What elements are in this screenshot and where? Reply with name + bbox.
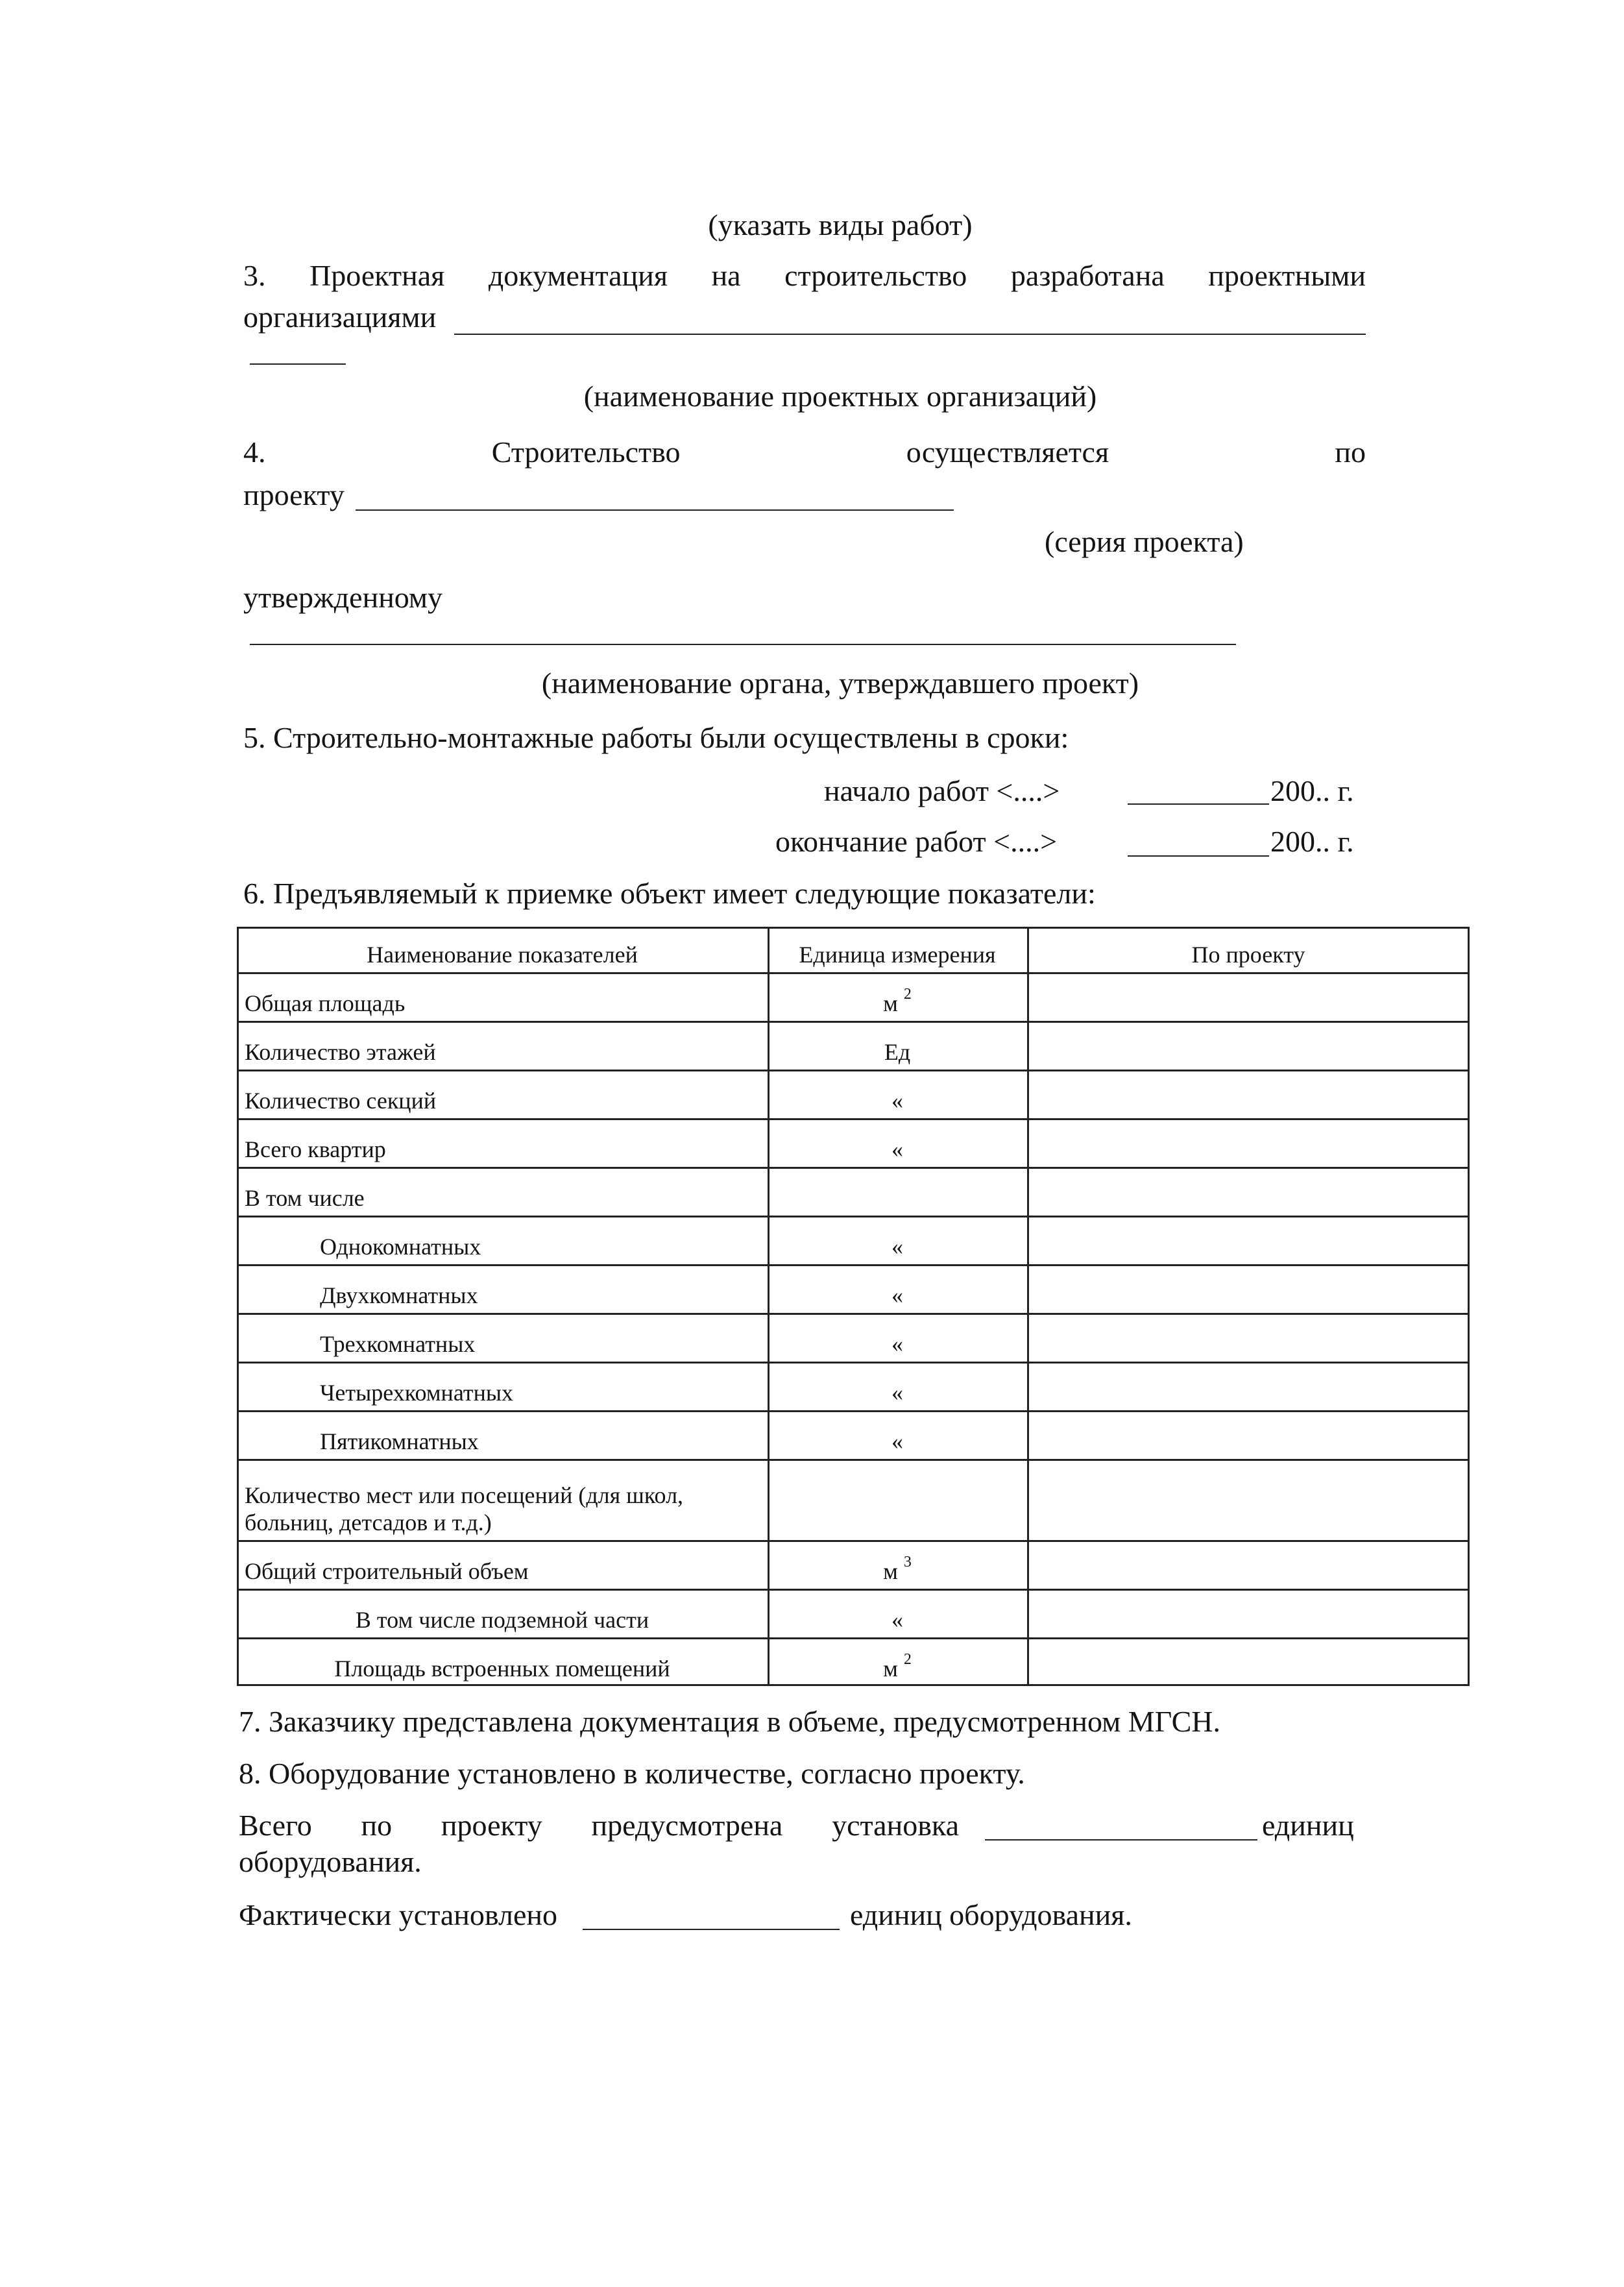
start-label: начало работ <....> [824,774,1060,807]
row-project [1027,1118,1470,1167]
row-project [1027,1216,1470,1264]
header-cell: По проекту [1191,941,1305,968]
row-unit [768,1459,1027,1540]
row-unit: « [891,1282,903,1308]
row-project [1027,1410,1470,1459]
p3-word: документация [488,259,668,292]
row-name: Общий строительный объем [245,1558,529,1584]
total-word: по [361,1809,393,1842]
p3-line2: организациями [243,300,437,334]
table-row [237,1264,1470,1313]
table-row [237,972,1470,1021]
caption-org: (наименование проектных организаций) [583,380,1097,413]
total-word: Всего [239,1809,312,1842]
row-project [1027,1313,1470,1362]
row-name: В том числе [245,1184,365,1211]
row-project [1027,1264,1470,1313]
p8-text: 8. Оборудование установлено в количестве, согласно проекту. [239,1757,1025,1790]
org-fill-line [454,334,1366,335]
table-row [237,1459,1470,1540]
row-unit: « [891,1428,903,1454]
table-row [237,1410,1470,1459]
table-row [237,1589,1470,1637]
end-date-line [1128,855,1269,857]
caption-works: (указать виды работ) [708,208,973,241]
start-date-line [1128,803,1269,805]
table-header-row [237,927,1470,972]
row-name: Двухкомнатных [320,1282,478,1308]
table-row [237,1637,1470,1686]
authority-fill-line [250,644,1236,645]
row-unit: м $^2$ [883,1650,912,1682]
total-word: проекту [441,1809,542,1842]
p4-word: Строительство [491,435,681,469]
table-row [237,1362,1470,1410]
row-unit: « [891,1136,903,1162]
row-project [1027,1070,1470,1118]
row-name: Трехкомнатных [320,1330,476,1357]
row-name: Всего квартир [245,1136,386,1162]
start-year: 200.. г. [1270,774,1354,807]
table-row [237,1216,1470,1264]
row-name: Количество секций [245,1087,437,1114]
p5-text: 5. Строительно-монтажные работы были осуществлены в сроки: [243,721,1069,754]
row-unit: « [891,1606,903,1633]
row-unit: « [891,1087,903,1114]
row-unit [768,1167,1027,1216]
row-name: Площадь встроенных помещений [334,1655,670,1682]
p6-text: 6. Предъявляемый к приемке объект имеет следующие показатели: [243,877,1096,910]
end-year: 200.. г. [1270,825,1354,858]
row-project [1027,1362,1470,1410]
row-unit: м $^2$ [883,985,912,1016]
row-name: Общая площадь [245,990,406,1016]
row-unit: Ед [884,1038,911,1065]
table-row [237,1070,1470,1118]
row-unit: м $^3$ [883,1553,912,1584]
p4-line1 [243,437,1366,467]
total-line2: оборудования. [239,1845,422,1878]
p4-word: осуществляется [906,435,1109,469]
row-name: Пятикомнатных [320,1428,479,1454]
table-row [237,1313,1470,1362]
total-fill-line [985,1839,1257,1841]
row-project [1027,1021,1470,1070]
row-project [1027,1540,1470,1589]
row-project [1027,972,1470,1021]
indicators-table [237,927,1470,1686]
p3-word: проектными [1208,259,1366,292]
row-unit: « [891,1233,903,1260]
row-project [1027,1589,1470,1637]
row-name: В том числе подземной части [355,1606,649,1633]
p3-word: 3. [243,259,266,292]
series-fill-line [356,509,954,511]
row-name: Однокомнатных [320,1233,481,1260]
end-label: окончание работ <....> [775,825,1058,858]
p3-word: строительство [784,259,967,292]
row-unit: « [891,1330,903,1357]
row-unit: « [891,1379,903,1406]
row-project [1027,1637,1470,1686]
p4-line2: проекту [243,478,345,511]
actual-label: Фактически установлено [239,1898,558,1931]
caption-authority: (наименование органа, утверждавшего проект) [541,667,1139,700]
p3-word: Проектная [309,259,445,292]
approved-label: утвержденному [243,581,443,614]
row-project [1027,1459,1470,1540]
p3-word: на [711,259,741,292]
table-row [237,1118,1470,1167]
actual-units: единиц оборудования. [850,1898,1132,1931]
row-project [1027,1167,1470,1216]
row-name: Количество мест или посещений (для школ, больниц, детсадов и т.д.) [245,1482,684,1535]
header-cell: Наименование показателей [367,941,638,968]
total-units: единиц [1262,1809,1354,1842]
total-word: предусмотрена [591,1809,783,1842]
caption-series: (серия проекта) [1045,525,1244,558]
row-name: Количество этажей [245,1038,436,1065]
header-cell: Единица измерения [799,941,996,968]
table-row [237,1540,1470,1589]
p3-line1 [243,261,1366,291]
row-name: Четырехкомнатных [320,1379,514,1406]
table-row [237,1167,1470,1216]
p7-text: 7. Заказчику представлена документация в объеме, предусмотренном МГСН. [239,1705,1220,1738]
org-fill-line-short [250,363,346,365]
table-row [237,1021,1470,1070]
total-word: установка [832,1809,959,1842]
p4-word: по [1335,435,1366,469]
p3-word: разработана [1010,259,1165,292]
actual-fill-line [583,1929,840,1930]
p4-word: 4. [243,435,266,469]
total-line1 [239,1811,959,1841]
